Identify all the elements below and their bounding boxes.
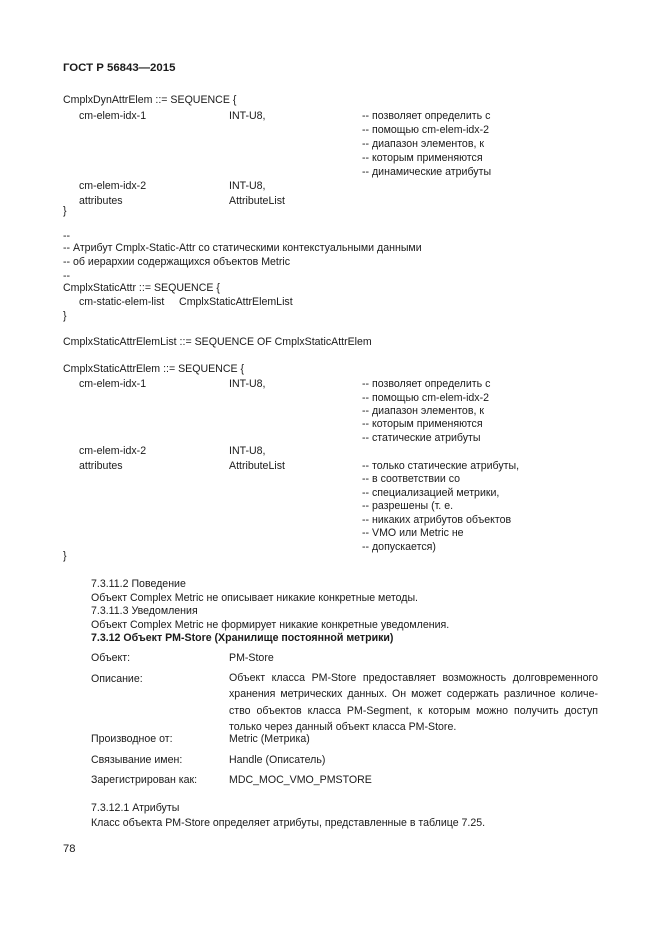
code-field-type: AttributeList	[229, 195, 285, 207]
code-line: CmplxStaticAttrElemList ::= SEQUENCE OF CmplxStaticAttrElem	[63, 336, 372, 348]
section-heading: 7.3.11.2 Поведение	[91, 578, 186, 590]
code-field-name: cm-elem-idx-2	[79, 445, 147, 457]
code-comment: -- помощью cm-elem-idx-2	[362, 124, 490, 136]
code-comment: -- которым применяются	[362, 152, 483, 164]
section-heading-bold: 7.3.12 Объект PM-Store (Хранилище постоянной метрики)	[91, 632, 394, 644]
code-field-type: AttributeList	[229, 460, 285, 472]
prop-label-derived: Производное от:	[91, 733, 173, 745]
code-comment: -- которым применяются	[362, 418, 483, 430]
code-close-brace: }	[63, 205, 67, 217]
code-field-type: INT-U8,	[229, 180, 266, 192]
code-comment: -- диапазон элементов, к	[362, 405, 484, 417]
code-comment: --	[63, 230, 71, 242]
code-comment: -- позволяет определить с	[362, 110, 491, 122]
page-number: 78	[63, 843, 76, 855]
code-comment: -- Атрибут Cmplx-Static-Attr со статическими контекстуальными данными	[63, 242, 422, 254]
code-field-type: INT-U8,	[229, 378, 266, 390]
code-comment: -- только статические атрибуты,	[362, 460, 520, 472]
code-field-name: cm-elem-idx-2	[79, 180, 147, 192]
prop-label-registered: Зарегистрирован как:	[91, 774, 198, 786]
code-field-name: attributes	[79, 460, 123, 472]
prop-label-object: Объект:	[91, 652, 131, 664]
code-comment: -- разрешены (т. е.	[362, 500, 454, 512]
prop-value-registered: MDC_MOC_VMO_PMSTORE	[229, 774, 372, 786]
prop-label-naming: Связывание имен:	[91, 754, 183, 766]
prop-value-derived: Metric (Метрика)	[229, 733, 310, 745]
code-field: cm-static-elem-list CmplxStaticAttrElemList	[79, 296, 293, 308]
code-close-brace: }	[63, 310, 67, 322]
code-line: CmplxStaticAttrElem ::= SEQUENCE {	[63, 363, 245, 375]
code-field-type: INT-U8,	[229, 445, 266, 457]
code-field-name: attributes	[79, 195, 123, 207]
code-close-brace: }	[63, 550, 67, 562]
section-text: Объект Complex Metric не описывает никакие конкретные методы.	[91, 592, 419, 604]
code-comment: -- в соответствии со	[362, 473, 461, 485]
code-field-type: INT-U8,	[229, 110, 266, 122]
code-line: CmplxStaticAttr ::= SEQUENCE {	[63, 282, 220, 294]
section-heading: 7.3.12.1 Атрибуты	[91, 802, 180, 814]
code-comment: -- помощью cm-elem-idx-2	[362, 392, 490, 404]
section-heading: 7.3.11.3 Уведомления	[91, 605, 198, 617]
code-comment: -- VMO или Metric не	[362, 527, 464, 539]
code-comment: -- допускается)	[362, 541, 436, 553]
code-field-name: cm-elem-idx-1	[79, 110, 147, 122]
code-comment: --	[63, 270, 71, 282]
code-comment: -- об иерархии содержащихся объектов Metric	[63, 256, 291, 268]
prop-value-naming: Handle (Описатель)	[229, 754, 326, 766]
code-comment: -- позволяет определить с	[362, 378, 491, 390]
document-header: ГОСТ Р 56843—2015	[63, 62, 176, 74]
prop-value-description: Объект класса PM-Store предоставляет возможность долговременного хранения метрических данных. Он может содержать различное количе-ство объектов класса PM-Segment, к которым можно получить доступ только через данный объект класса PM-Store.	[229, 672, 598, 734]
code-comment: -- статические атрибуты	[362, 432, 481, 444]
code-comment: -- диапазон элементов, к	[362, 138, 484, 150]
code-field-name: cm-elem-idx-1	[79, 378, 147, 390]
section-text: Объект Complex Metric не формирует никакие конкретные уведомления.	[91, 619, 450, 631]
code-line: CmplxDynAttrElem ::= SEQUENCE {	[63, 94, 237, 106]
section-text: Класс объекта PM-Store определяет атрибуты, представленные в таблице 7.25.	[91, 817, 486, 829]
prop-value-object: PM-Store	[229, 652, 274, 664]
code-comment: -- динамические атрибуты	[362, 166, 492, 178]
prop-label-description: Описание:	[91, 673, 143, 685]
code-comment: -- специализацией метрики,	[362, 487, 500, 499]
code-comment: -- никаких атрибутов объектов	[362, 514, 512, 526]
